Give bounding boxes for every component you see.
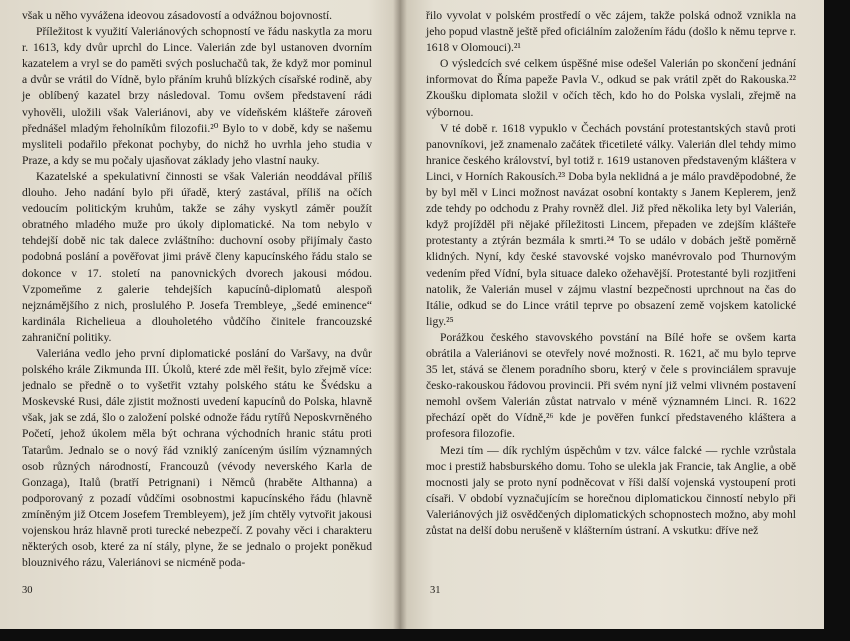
paragraph: řilo vyvolat v polském prostředí o věc zájem, takže polská odnož vznikla na jeho popud vlastně ještě před oficiálním založením řádu (došlo k němu teprve r. 1618 v Olomouci).²¹ xyxy=(426,9,796,55)
paragraph: Kazatelské a spekulativní činnosti se však Valerián neoddával příliš dlouho. Jeho nadání bylo při úřadě, který zastával, příliš na očích vedoucím politickým kruhům, takže se záhy vyskytl záměr použít obratného mladého muže pro úkoly diplomatické. Na tom nebylo v tehdejší době nic tak dalece zvláštního: duchovní osoby přijímaly často podobná poslání a pověřovat jimi právě členy kapucínského řádu stalo se dokonce v 17. století na panovnických dvorech jakousi módou. Vzpomeňme z galerie tehdejších kapucínů-diplomatů alespoň nejznámějšího z nich, proslulého P. Josefa Trembleye, „šedé eminence“ kardinála Richelieua a dlouholetého vůdčího činitele francouzské zahraniční politiky. xyxy=(22,169,372,344)
paragraph: Porážkou českého stavovského povstání na Bílé hoře se ovšem karta obrátila a Valeriánovi se otevřely nové možnosti. R. 1621, ač mu bylo teprve 35 let, stává se členem poradního sboru, který v čele s provinciálem spravuje česko-rakouskou řádovou provincii. Při svém nyní již velmi vlivném postavení nemohl ovšem Valerián zůstat natrvalo v méně významném Linci. R. 1622 přechází opět do Vídně,²⁶ kde je pověřen funkcí představeného kláštera a profesora filozofie. xyxy=(426,330,796,441)
paragraph: Valeriána vedlo jeho první diplomatické poslání do Varšavy, na dvůr polského krále Zikmunda III. Úkolů, které zde měl řešit, bylo zřejmě více: jednalo se předně o to vyšetřit vztahy polského státu ke Švédsku a Moskevské Rusi, dále zjistit možnosti uvedení kapucínů do Polska, hlavně však, jak se zdá, šlo o založení polské odnože řádu rytířů Neposkvrněného Početí, jehož úkolem měla být ochrana východních hranic státu proti Tatarům. Jednalo se o nový řád vzniklý zaníceným úsilím významných osob různých národností, Francouzů (vévody neverského Karla de Gonzaga), Italů (bratří Petrignani) i Němců (hraběte Althanna) a podporovaný z pozadí vůdčími osobnostmi kapucínského řádu (hlavně zmíněným již Otcem Josefem Trembleyem), jež jím chtěly vytvořit jakousi vojenskou hráz hlavně proti turecké nebezpečí. Z povahy věci i charakteru některých osob, které za ní stály, plyne, že se jednalo o projekt poněkud blouznivého rázu, Valeriánovi se nicméně poda- xyxy=(22,346,372,570)
background-edge xyxy=(0,629,850,641)
right-page-text xyxy=(426,8,796,539)
left-page xyxy=(0,0,400,629)
left-page-text xyxy=(22,8,372,571)
paragraph: Mezi tím — dík rychlým úspěchům v tzv. válce falcké — rychle vzrůstala moc i prestiž habsburského domu. Toho se ulekla jak Francie, tak Anglie, a obě mocnosti jaly se proto nyní podněcovat v říši další vojenská vystoupení proti císaři. V období vyznačujícím se horečnou diplomatickou činností nebylo při Valeriánových již osvědčených diplomatických schopnostech možno, aby mohl zůstat na delší dobu nerušeně v klášterním ústraní. A vskutku: dříve než xyxy=(426,443,796,537)
paragraph: Příležitost k využití Valeriánových schopností ve řádu naskytla za moru r. 1613, kdy dvůr uprchl do Lince. Valerián zde byl ustanoven dvorním kazatelem a vryl se do paměti svých posluchačů tak, že když mor pominul a dvůr se vrátil do Vídně, bylo přáním kruhů blízkých císařské rodině, aby je oblíbený kazatel brzy následoval. Tomu ovšem představení rádi vyhověli, uložili však Valeriánovi, aby ve vídeňském klášteře zároveň přednášel mladým řeholníkům filozofii.²⁰ Bylo to v době, kdy se našemu mysliteli podařilo překonat pochyby, do nichž ho uvrhla jeho studia v Praze, a kdy se mu počaly ujasňovat základy jeho vlastní nauky. xyxy=(22,25,372,167)
paragraph: V té době r. 1618 vypuklo v Čechách povstání protestantských stavů proti panovníkovi, jež znamenalo začátek třicetileté války. Valerián dlel tehdy mimo hranice českého království, byl totiž r. 1619 ustanoven představeným kláštera v Linci, v Horních Rakousích.²³ Doba byla neklidná a je málo pravděpodobné, že by byl měl v Linci možnost navázat osobní kontakty s Janem Keplerem, jenž zde tehdy po odchodu z Prahy rovněž dlel. Již před několika lety byl Valerián, když projížděl při nějaké příležitosti Lincem, přepaden ve zdejším klášteře protestanty a ztýrán bezmála k smrti.²⁴ To se událo v dobách ještě poměrně klidných. Nyní, kdy české stavovské vojsko manévrovalo pod Thurnovým vedením před Vídní, byla situace daleko ožehavější. Protestanté byli rozjitřeni natolik, že Valerián musel v zájmu vlastní bezpečnosti uprchnout na čas do Itálie, odkud se do Lince vrátil teprve po obsazení země vojskem katolické ligy.²⁵ xyxy=(426,121,796,328)
right-page xyxy=(400,0,824,629)
page-number: 31 xyxy=(430,585,441,596)
paragraph: však u něho vyvážena ideovou zásadovostí a odvážnou bojovností. xyxy=(22,9,333,22)
page-number: 30 xyxy=(22,585,33,596)
background-edge xyxy=(824,0,850,641)
book-gutter xyxy=(393,0,407,629)
paragraph: O výsledcích své celkem úspěšné mise odešel Valerián po skončení jednání informovat do Říma papeže Pavla V., odkud se pak vrátil zpět do Rakouska.²² Zkoušku diplomata složil v očích těch, kdo ho do Polska vyslali, zřejmě na výbornou. xyxy=(426,57,796,119)
